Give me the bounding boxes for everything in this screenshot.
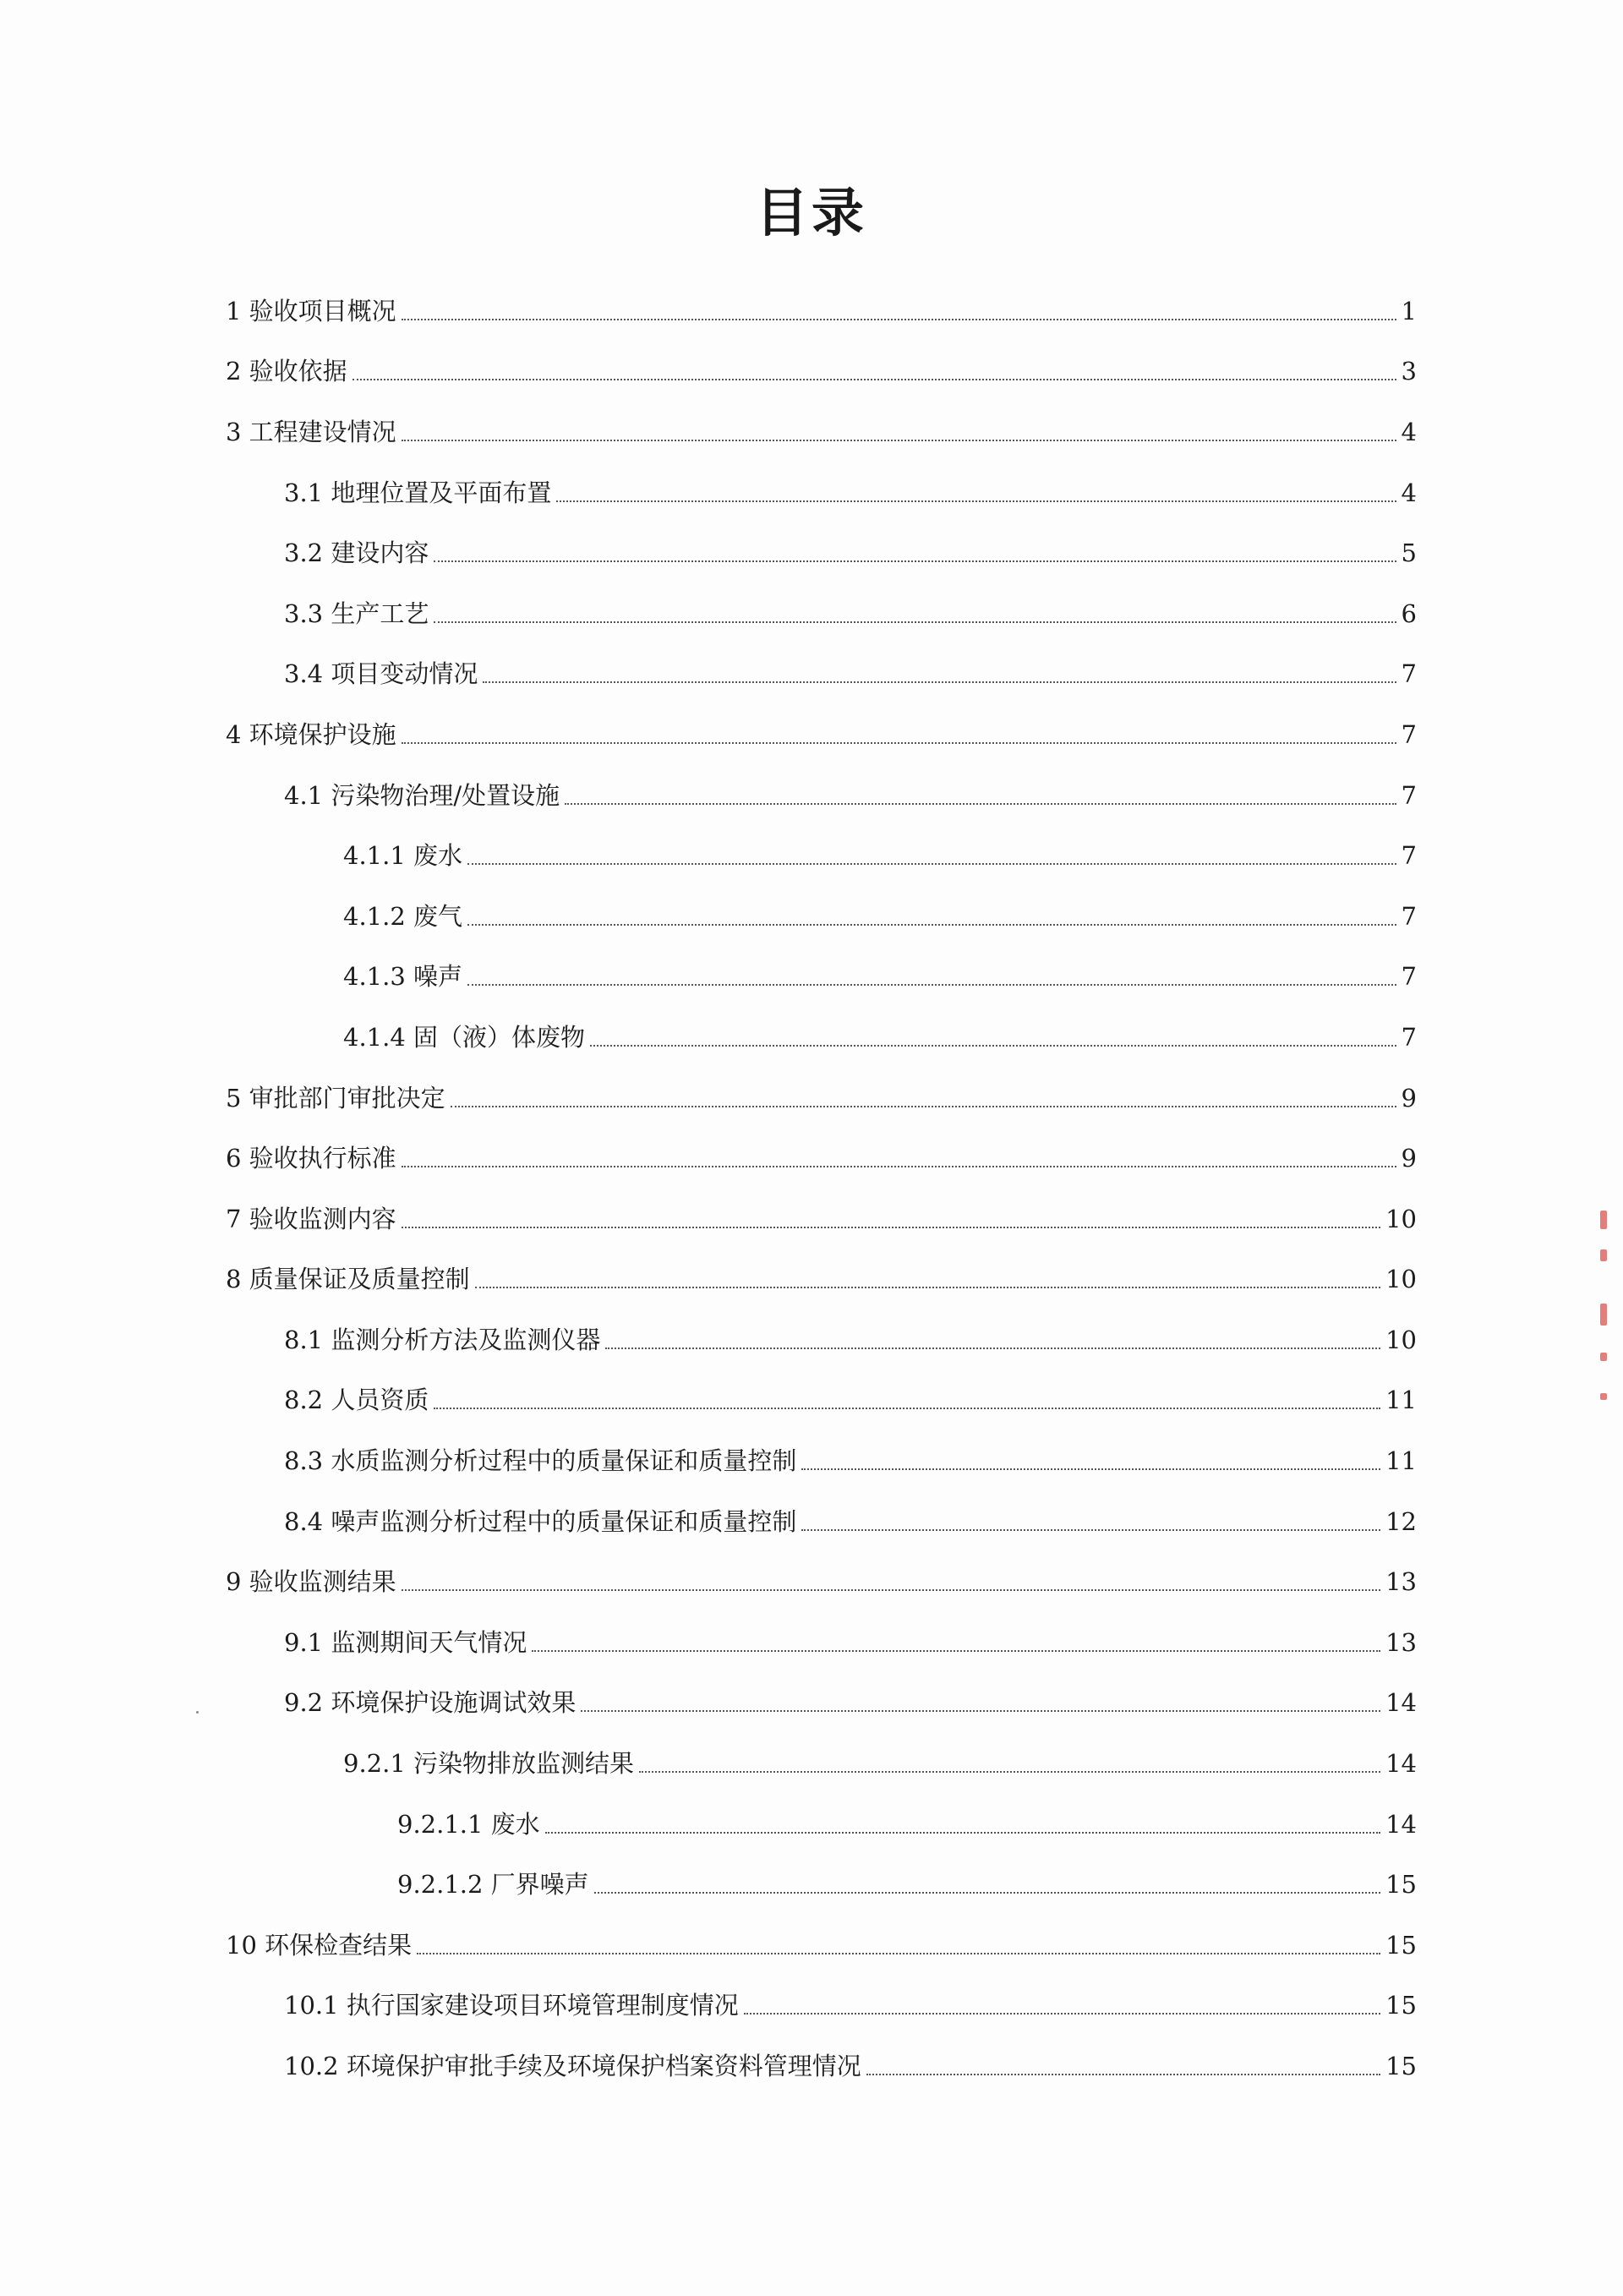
toc-entry-page-number: 7: [1401, 659, 1417, 689]
toc-entry-page-number: 7: [1401, 962, 1417, 992]
dot-leader: [402, 440, 1396, 441]
toc-entry-page-number: 11: [1385, 1446, 1417, 1476]
toc-entry-title: 3.2 建设内容: [284, 538, 429, 568]
dot-leader: [352, 379, 1396, 380]
toc-entry[interactable]: [0, 1673, 1417, 1734]
dot-leader: [451, 1106, 1396, 1107]
toc-entry[interactable]: [0, 342, 1417, 402]
toc-entry[interactable]: [0, 1854, 1417, 1915]
dot-leader: [434, 1408, 1380, 1409]
toc-entry[interactable]: [0, 1976, 1417, 2036]
toc-entry-page-number: 15: [1385, 1930, 1417, 1960]
dot-leader: [545, 1832, 1380, 1834]
dot-leader: [556, 500, 1396, 502]
dot-leader: [417, 1953, 1380, 1954]
toc-entry-title: 9.2.1.1 废水: [397, 1809, 540, 1839]
toc-entry-page-number: 3: [1401, 357, 1417, 386]
dot-leader: [402, 319, 1396, 320]
toc-entry-page-number: 13: [1385, 1567, 1417, 1597]
dot-leader: [483, 681, 1396, 683]
toc-entry[interactable]: [0, 281, 1417, 342]
toc-entry[interactable]: [0, 1370, 1417, 1431]
toc-entry-title: 10.1 执行国家建设项目环境管理制度情况: [284, 1991, 739, 2020]
toc-entry[interactable]: [0, 462, 1417, 523]
dot-leader: [590, 1045, 1396, 1047]
toc-entry-page-number: 7: [1401, 719, 1417, 749]
seal-mark: [1600, 1393, 1607, 1400]
toc-entry-title: 1 验收项目概况: [226, 296, 396, 325]
toc-entry-title: 4.1.2 废气: [343, 901, 463, 931]
page-title: 目录: [755, 182, 867, 243]
toc-entry-title: 10.2 环境保护审批手续及环境保护档案资料管理情况: [284, 2052, 861, 2081]
toc-entry-title: 2 验收依据: [226, 357, 347, 386]
dot-leader: [639, 1771, 1380, 1773]
toc-entry[interactable]: [0, 583, 1417, 644]
toc-entry-page-number: 15: [1385, 2052, 1417, 2081]
toc-entry-title: 3.4 项目变动情况: [284, 659, 478, 689]
dot-leader: [402, 1166, 1396, 1167]
toc-entry-page-number: 1: [1401, 296, 1417, 325]
toc-entry-title: 3.3 生产工艺: [284, 599, 429, 628]
toc-entry-page-number: 9: [1401, 1144, 1417, 1173]
dot-leader: [475, 1287, 1380, 1288]
dot-leader: [467, 984, 1396, 986]
toc-entry[interactable]: [0, 1068, 1417, 1129]
dot-leader: [594, 1892, 1380, 1894]
toc-entry-page-number: 7: [1401, 780, 1417, 810]
toc-entry-page-number: 15: [1385, 1991, 1417, 2020]
toc-entry-page-number: 13: [1385, 1627, 1417, 1657]
toc-entry[interactable]: [0, 1128, 1417, 1189]
toc-entry-title: 5 审批部门审批决定: [226, 1083, 445, 1112]
toc-entry-page-number: 10: [1385, 1265, 1417, 1294]
toc-entry[interactable]: [0, 644, 1417, 705]
dot-leader: [801, 1529, 1380, 1531]
toc-entry-title: 3.1 地理位置及平面布置: [284, 478, 552, 507]
toc-entry-page-number: 14: [1385, 1809, 1417, 1839]
dot-leader: [801, 1468, 1380, 1470]
toc-entry[interactable]: [0, 402, 1417, 462]
toc-entry-page-number: 6: [1401, 599, 1417, 628]
toc-entry-page-number: 10: [1385, 1204, 1417, 1233]
toc-entry-page-number: 10: [1385, 1325, 1417, 1354]
toc-entry[interactable]: [0, 522, 1417, 583]
dot-leader: [402, 1589, 1380, 1591]
dot-leader: [532, 1650, 1380, 1652]
toc-entry-title: 8.3 水质监测分析过程中的质量保证和质量控制: [284, 1446, 797, 1476]
dot-leader: [866, 2074, 1380, 2075]
toc-entry-title: 9.2.1.2 厂界噪声: [397, 1870, 589, 1900]
toc-entry-page-number: 7: [1401, 901, 1417, 931]
toc-entry-title: 4.1.1 废水: [343, 841, 463, 871]
toc-entry-page-number: 5: [1401, 538, 1417, 568]
toc-entry[interactable]: [0, 1249, 1417, 1310]
toc-entry[interactable]: [0, 825, 1417, 886]
table-of-contents: [0, 281, 1623, 2096]
dot-leader: [402, 742, 1396, 744]
seal-mark: [1600, 1304, 1607, 1326]
toc-entry-title: 6 验收执行标准: [226, 1144, 396, 1173]
dot-leader: [565, 803, 1396, 805]
toc-entry[interactable]: [0, 1915, 1417, 1976]
seal-mark: [1600, 1249, 1607, 1261]
toc-entry[interactable]: [0, 765, 1417, 826]
dot-leader: [434, 621, 1396, 623]
toc-entry[interactable]: [0, 704, 1417, 765]
toc-entry-page-number: 9: [1401, 1083, 1417, 1112]
toc-entry-title: 9.2 环境保护设施调试效果: [284, 1688, 577, 1718]
toc-entry-title: 4.1.4 固（液）体废物: [343, 1022, 586, 1052]
dot-leader: [467, 863, 1396, 865]
toc-entry-title: 7 验收监测内容: [226, 1204, 396, 1233]
toc-entry-page-number: 4: [1401, 478, 1417, 507]
toc-entry-title: 4.1.3 噪声: [343, 962, 463, 992]
toc-entry[interactable]: [0, 1794, 1417, 1855]
toc-entry-page-number: 4: [1401, 417, 1417, 446]
toc-entry[interactable]: [0, 2036, 1417, 2096]
toc-entry-title: 8.1 监测分析方法及监测仪器: [284, 1325, 601, 1354]
toc-entry-title: 9 验收监测结果: [226, 1567, 396, 1597]
toc-entry-page-number: 11: [1385, 1386, 1417, 1415]
dot-leader: [581, 1710, 1380, 1712]
toc-entry-title: 8.2 人员资质: [284, 1386, 429, 1415]
toc-entry-page-number: 14: [1385, 1749, 1417, 1779]
toc-entry[interactable]: [0, 1007, 1417, 1068]
dot-leader: [402, 1227, 1380, 1228]
toc-entry[interactable]: [0, 886, 1417, 947]
dot-leader: [744, 2013, 1380, 2014]
toc-entry[interactable]: [0, 1189, 1417, 1249]
toc-entry-title: 10 环保检查结果: [226, 1930, 413, 1960]
seal-mark: [1600, 1211, 1607, 1229]
toc-entry-title: 8.4 噪声监测分析过程中的质量保证和质量控制: [284, 1506, 797, 1536]
toc-entry-page-number: 12: [1385, 1506, 1417, 1536]
toc-entry-page-number: 14: [1385, 1688, 1417, 1718]
dot-leader: [467, 924, 1396, 926]
toc-entry[interactable]: [0, 1309, 1417, 1370]
toc-entry[interactable]: [0, 1733, 1417, 1794]
toc-entry-title: 3 工程建设情况: [226, 417, 396, 446]
toc-entry[interactable]: [0, 1430, 1417, 1491]
toc-entry-title: 9.2.1 污染物排放监测结果: [343, 1749, 635, 1779]
toc-entry-title: 4.1 污染物治理/处置设施: [284, 780, 560, 810]
toc-entry[interactable]: [0, 1551, 1417, 1612]
dot-leader: [605, 1348, 1380, 1349]
toc-entry[interactable]: [0, 947, 1417, 1008]
toc-entry-page-number: 15: [1385, 1870, 1417, 1900]
scan-speck: [196, 1711, 199, 1714]
seal-mark: [1600, 1353, 1607, 1361]
toc-entry-title: 8 质量保证及质量控制: [226, 1265, 470, 1294]
toc-entry-title: 9.1 监测期间天气情况: [284, 1627, 527, 1657]
toc-entry-page-number: 7: [1401, 841, 1417, 871]
toc-entry-title: 4 环境保护设施: [226, 719, 396, 749]
toc-entry-page-number: 7: [1401, 1022, 1417, 1052]
dot-leader: [434, 560, 1396, 562]
toc-entry[interactable]: [0, 1612, 1417, 1673]
toc-entry[interactable]: [0, 1491, 1417, 1552]
